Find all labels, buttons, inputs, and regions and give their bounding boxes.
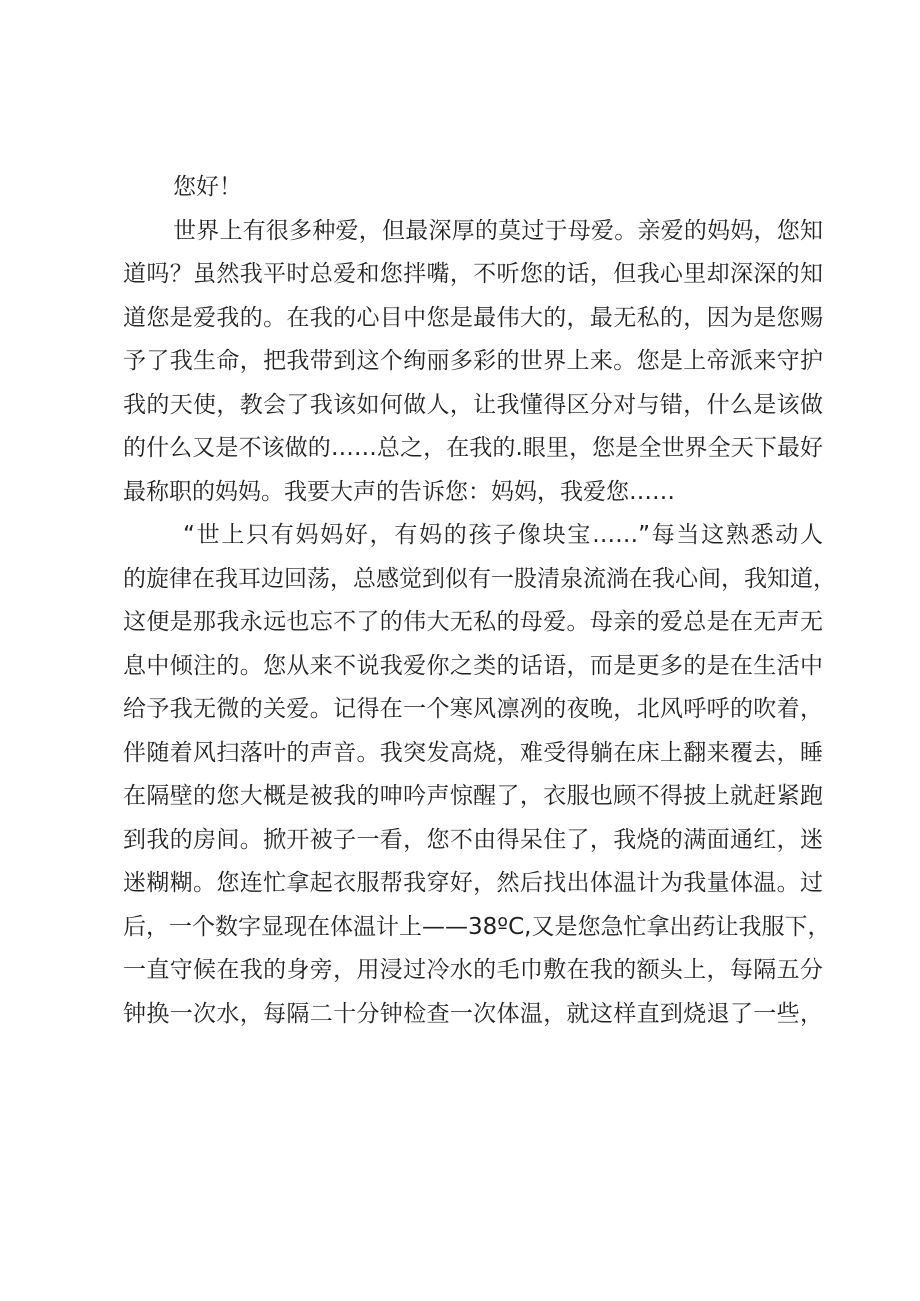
paragraph-2-line-8: 到我的房间。掀开被子一看，您不由得呆住了，我烧的满面通红，迷 [123,826,823,853]
paragraph-2-line-9: 迷糊糊。您连忙拿起衣服帮我穿好，然后找出体温计为我量体温。过 [123,870,823,896]
paragraph-2-line-5: 给予我无微的关爱。记得在一个寒风凛冽的夜晚，北风呼呼的吹着， [123,696,823,722]
paragraph-1-line-7: 最称职的妈妈。我要大声的告诉您：妈妈，我爱您…… [123,478,675,505]
paragraph-1-line-1: 世界上有很多种爱，但最深厚的莫过于母爱。亲爱的妈妈，您知 [173,217,823,244]
greeting: 您好！ [173,174,242,200]
paragraph-2-line-12: 钟换一次水，每隔二十分钟检查一次体温，就这样直到烧退了一些， [123,1000,823,1027]
letter-body [123,168,836,1038]
paragraph-2-line-11: 一直守候在我的身旁，用浸过冷水的毛巾敷在我的额头上，每隔五分 [123,957,823,983]
paragraph-1-line-3: 道您是爱我的。在我的心目中您是最伟大的，最无私的，因为是您赐 [123,304,823,331]
paragraph-1-line-6: 的什么又是不该做的……总之，在我的.眼里，您是全世界全天下最好 [123,435,823,461]
paragraph-2-line-4: 息中倾注的。您从来不说我爱你之类的话语，而是更多的是在生活中 [123,652,823,679]
paragraph-2-line-1: “世上只有妈妈好，有妈的孩子像块宝……”每当这熟悉动人 [183,522,823,548]
paragraph-1-line-2: 道吗？虽然我平时总爱和您拌嘴，不听您的话，但我心里却深深的知 [123,261,823,287]
paragraph-1-line-4: 予了我生命，把我带到这个绚丽多彩的世界上来。您是上帝派来守护 [123,348,823,374]
paragraph-1-line-5: 我的天使，教会了我该如何做人，让我懂得区分对与错，什么是该做 [123,391,823,418]
paragraph-2-line-7: 在隔壁的您大概是被我的呻吟声惊醒了，衣服也顾不得披上就赶紧跑 [123,783,823,809]
paragraph-2-line-3: 这便是那我永远也忘不了的伟大无私的母爱。母亲的爱总是在无声无 [123,609,823,635]
paragraph-2-line-2: 的旋律在我耳边回荡，总感觉到似有一股清泉流淌在我心间，我知道， [123,565,836,592]
paragraph-2-line-10: 后，一个数字显现在体温计上——38ºC,又是您急忙拿出药让我服下， [123,913,831,940]
paragraph-2-line-6: 伴随着风扫落叶的声音。我突发高烧，难受得躺在床上翻来覆去，睡 [123,739,823,766]
